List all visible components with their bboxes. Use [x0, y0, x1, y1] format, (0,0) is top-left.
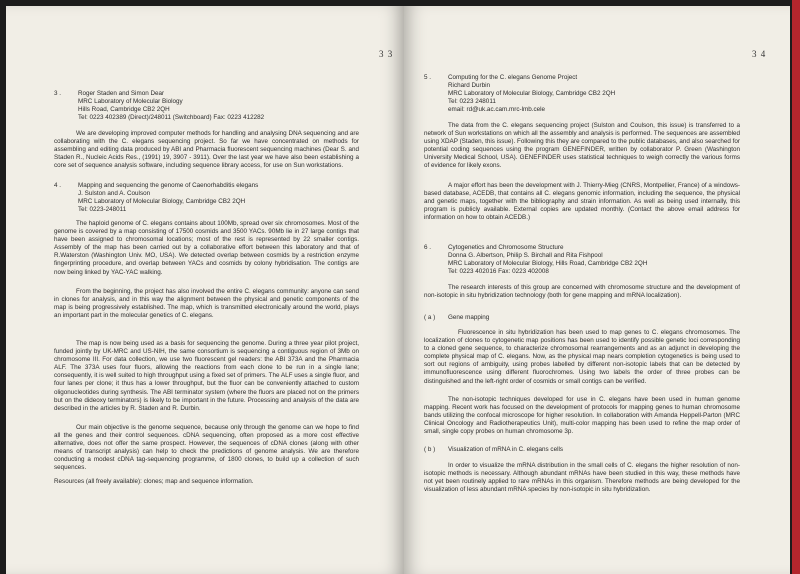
section-6-title: Cytogenetics and Chromosome Structure — [448, 244, 564, 251]
section-3-contact: Tel: 0223 402389 (Direct)/248011 (Switchboard) Fax: 0223 412282 — [78, 114, 265, 121]
section-4-paragraph-4: Our main objective is the genome sequence, because only through the genome can we hope to find all the genes and their control sequences. cDNA sequencing, often proposed as a more cost effective alternative, does not offer the same prospect. However, the sequences of cDNA clones (along with other means of transcript analysis) can help to check the predictions of genome analysis. We are therefore conducting a modest cDNA tag-sequencing programme, of 1800 clones, to build up a collection of such sequences. — [54, 424, 359, 472]
section-3-institution: MRC Laboratory of Molecular Biology — [78, 98, 183, 105]
subsection-a-paragraph-1: Fluorescence in situ hybridization has been used to map genes to C. elegans chromosomes. The localization of clones to cytogenetic map positions has been used to identify possible genetic loci corresponding to a cloned gene sequence, to characterize chromosomal rearrangements and as an adjunct in developing the complete physical map of C. elegans. Now, as the physical map nears completion cytogenetics is being used to sort out regions of ambiguity, using probes labelled by different non-isotopic labels that can be detected by immunofluorescence using different fluorochromes. Using two labels the order of three probes can be distinguished and the left-right order of cosmids or small contigs can be verified. — [424, 329, 740, 385]
section-4-paragraph-1: The haploid genome of C. elegans contains about 100Mb, spread over six chromosomes. Most of the genome is covered by a map consisting of 17500 cosmids and 3500 YACs. 90Mb lie in 27 large contigs that have been assigned to chromosomal locations; most of the rest is represented by 22 smaller contigs. Assembly of the map has been carried out by a collaborative effort between this laboratory and that of R.Waterston (Washington Univ. MO, USA). We detected overlap between cosmids by a restriction enzyme fingerprinting procedure, and overlap between YACs and cosmids by colony hybridisation. The contigs are now being linked by YAC-YAC walking. — [54, 220, 359, 276]
section-6-intro: The research interests of this group are concerned with chromosome structure and the development of non-isotopic in situ hybridization technology (both for gene mapping and mRNA localization). — [424, 284, 740, 300]
binding-edge — [792, 0, 800, 574]
section-4-paragraph-3: The map is now being used as a basis for sequencing the genome. During a three year pilot project, funded jointly by UK-MRC and US-NIH, the same consortium is sequencing a contiguous region of 3Mb on chromosome III. For data collection, we use two fluorescent gel readers: the ABI 373A and the Pharmacia ALF. The 373A uses four fluors, allowing the reactions from each clone to be run in a single lane; consequently, it is well suited to high throughput using a fixed set of primers. The ALF uses a single fluor, and four lanes per clone; it thus has a lower throughput, but the fluor can be conveniently attached to custom oligonucleotides during synthesis. The ABI terminator system (where the fluors are placed not on the primers but on the dideoxy terminators) is likely to be important in the future. Processing and analysis of the data are described in the articles by R. Staden and R. Durbin. — [54, 340, 359, 412]
section-4-paragraph-2: From the beginning, the project has also involved the entire C. elegans community: anyone can send in clones for analysis, and in this way the alignment between the physical and genetic components of the map is being progressively established. The map, which is transmitted electronically around the world, plays an important part in the molecular genetics of C. elegans. — [54, 288, 359, 320]
section-5-phone: Tel: 0223 248011 — [448, 98, 496, 105]
section-3-number: 3 . — [54, 90, 62, 97]
left-page — [6, 6, 404, 574]
page-number-right: 3 4 — [752, 49, 767, 59]
section-4-contact: Tel: 0223-248011 — [78, 206, 127, 213]
section-5-paragraph-1: The data from the C. elegans sequencing project (Sulston and Coulson, this issue) is transferred to a network of Sun workstations on which all the assembly and analysis is performed. The sequences are assembled using XDAP (Staden, this issue). Following this they are compared to the public databases, and also searched for potential coding sequences using the program GENEFINDER, written by collaborator P. Green (Washington University Medical School, USA). GENEFINDER uses statistical techniques to weigh correctly the various forms of evidence for likely exons. — [424, 122, 740, 170]
subsection-b-title: Visualization of mRNA in C. elegans cells — [448, 446, 564, 453]
section-6-authors: Donna G. Albertson, Philip S. Birchall and Rita Fishpool — [448, 252, 603, 259]
section-5-number: 5 . — [424, 74, 432, 81]
page-number-left: 3 3 — [379, 49, 394, 59]
subsection-a-title: Gene mapping — [448, 314, 490, 321]
section-4-title: Mapping and sequencing the genome of Caenorhabditis elegans — [78, 182, 259, 189]
section-4-resources: Resources (all freely available): clones; map and sequence information. — [54, 478, 254, 485]
subsection-b-label: ( b ) — [424, 446, 436, 453]
section-6-institution: MRC Laboratory of Molecular Biology, Hills Road, Cambridge CB2 2QH — [448, 260, 648, 267]
section-4-authors: J. Sulston and A. Coulson — [78, 190, 151, 197]
section-3-paragraph: We are developing improved computer methods for handling and analysing DNA sequencing and are collaborating with the C. elegans sequencing project. So far we have concentrated on methods for assembling and editing data produced by ABI and Pharmacia fluorescent sequencing machines (Dear S. and Staden R., Nucleic Acids Res., (1991) 19, 3907 - 3911). Over the last year we have also been establishing a core set of sequence analysis software, including sequence library access, for use on Sun workstations. — [54, 130, 359, 170]
right-page — [404, 6, 790, 574]
section-6-number: 6 . — [424, 244, 432, 251]
section-3-address: Hills Road, Cambridge CB2 2QH — [78, 106, 170, 113]
section-5-paragraph-2: A major effort has been the development with J. Thierry-Mieg (CNRS, Montpellier, France) of a windows-based database, ACEDB, that contains all C. elegans genomic information, including the sequence, the physical and genetic maps, together with the bibliography and strain information. As well as being used internally, this program is publicly available. External copies are updated monthly. (Contact the above email address for information on how to obtain ACEDB.) — [424, 182, 740, 222]
section-5-email: email: rd@uk.ac.cam.mrc-lmb.cele — [448, 106, 546, 113]
subsection-b-paragraph: In order to visualize the mRNA distribution in the small cells of C. elegans the higher resolution of non-isotopic methods is necessary. Although abundant mRNAs have been studied in this way, these methods have not yet been routinely applied to rare mRNAs in this organism. Therefore methods are being developed for the visualization of less abundant mRNA species by non-isotopic in situ hybridization. — [424, 462, 740, 494]
section-3-authors: Roger Staden and Simon Dear — [78, 90, 165, 97]
subsection-a-label: ( a ) — [424, 314, 436, 321]
section-4-institution: MRC Laboratory of Molecular Biology, Cambridge CB2 2QH — [78, 198, 246, 205]
section-5-author: Richard Durbin — [448, 82, 490, 89]
section-5-institution: MRC Laboratory of Molecular Biology, Cambridge CB2 2QH — [448, 90, 616, 97]
subsection-a-paragraph-2: The non-isotopic techniques developed for use in C. elegans have been used in human genome mapping. Recent work has focused on the development of protocols for mapping genes to human chromosome bands utilizing the confocal microscope for higher resolution. In collaboration with Amanda Heppell-Parton (MRC Clinical Oncology and Radiotherapeutics Unit), multi-color mapping has been used to refine the map order of small, single copy probes on human chromosome 3p. — [424, 396, 740, 436]
section-4-number: 4 . — [54, 182, 62, 189]
section-6-contact: Tel: 0223 402016 Fax: 0223 402008 — [448, 268, 549, 275]
section-5-title: Computing for the C. elegans Genome Project — [448, 74, 578, 81]
